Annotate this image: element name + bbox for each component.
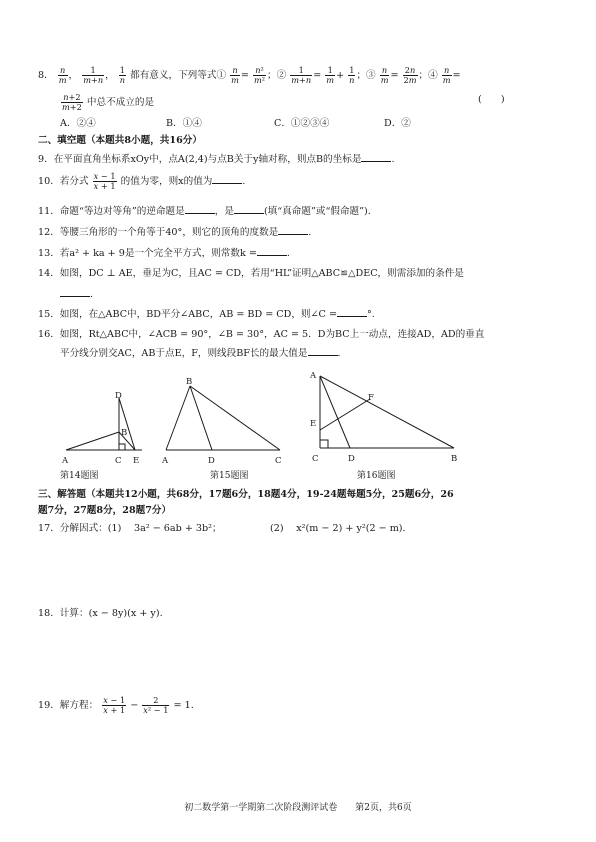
question-14-line1: 14．如图，DC ⊥ AE，垂足为C，且AC = CD，若用“HL”证明△ABC≌△DEC，则需添加的条件是 [38,268,464,279]
question-18: 18．计算：(x − 8y)(x + y). [38,608,163,619]
caption-figure-14: 第14题图 [60,471,99,481]
question-13: 13．若a² + ka + 9是一个完全平方式，则常数k = . [38,245,290,261]
label-a: A [310,371,317,381]
question-17-part2: (2) x²(m − 2) + y²(2 − m). [270,523,406,534]
label-c: C [115,456,122,466]
figure-15 [156,372,286,468]
answer-blank [234,203,264,214]
question-19: 19．解方程： $\frac{x - 1}{x + 1}$ − $\frac{2}{\text{x² − 1}}$ = 1. [38,695,194,715]
figure-16 [306,366,470,468]
label-e: E [310,419,317,429]
label-b: B [186,377,193,387]
label-b: B [451,454,458,464]
answer-blank [212,173,242,184]
answer-paren: ( ) [478,94,505,105]
label-d: D [115,391,122,401]
label-f: F [368,393,374,403]
option-c: C．①②③④ [274,118,330,129]
question-8-line1: 8． $\frac{n}{m}$ ， $\frac{1}{m+n}$ ， $\frac{1}{n}$ 都有意义，下列等式① $\frac{n}{m}$ = $\frac{\text{n²}}{\text{m²}}$ ；② $\frac{1}{m+n}$ = $\frac{1}{m}$ + $\frac{1}{n}$ ；③ $\frac{n}{m}$ = $\frac{2n}{2m}$ ；④ $\frac{n}{m}$ = [38,65,461,85]
caption-figure-16: 第16题图 [357,471,396,481]
option-b: B．①④ [166,118,202,129]
question-9: 9．在平面直角坐标系xOy中，点A(2,4)与点B关于y轴对称，则点B的坐标是 . [38,151,395,167]
answer-blank [257,245,287,256]
question-14-line2: . [60,286,93,302]
answer-blank [361,151,391,162]
section-3-heading-line2: 题7分，27题8分，28题7分） [38,505,172,516]
section-2-heading: 二、填空题（本题共8小题，共16分） [38,135,202,146]
figure-14 [58,388,150,468]
option-a: A．②④ [60,118,96,129]
question-17-part1: 17．分解因式：(1) 3a² − 6ab + 3b²； [38,523,222,534]
label-a: A [162,456,169,466]
question-11: 11．命题“等边对等角”的逆命题是 ，是 (填“真命题”或“假命题”). [38,203,371,219]
answer-blank [337,306,367,317]
label-e: E [133,456,140,466]
answer-blank [278,224,308,235]
section-3-heading-line1: 三、解答题（本题共12小题，共68分，17题6分，18题4分，19-24题每题5分，25题6分，26 [38,489,454,500]
option-d: D．② [384,118,411,129]
label-c: C [312,454,319,464]
label-b: B [121,428,128,438]
question-10: 10．若分式 $\frac{x - 1}{x + 1}$ 的值为零，则x的值为 . [38,171,246,191]
label-d: D [348,454,355,464]
answer-blank [60,286,90,297]
page-footer: 初二数学第一学期第二次阶段测评试卷 第2页，共6页 [184,803,412,813]
answer-blank [185,203,215,214]
question-15: 15．如图，在△ABC中，BD平分∠ABC，AB = BD = CD，则∠C = °. [38,306,375,322]
label-c: C [275,456,282,466]
question-8-line2: $\frac{n+2}{m+2}$ 中总不成立的是 ( ) [62,92,505,112]
caption-figure-15: 第15题图 [210,471,249,481]
question-12: 12．等腰三角形的一个角等于40°，则它的顶角的度数是 . [38,224,311,240]
answer-blank [308,345,338,356]
question-16-line1: 16．如图，Rt△ABC中，∠ACB = 90°，∠B = 30°，AC = 5．D为BC上一动点，连接AD，AD的垂直 [38,329,485,340]
label-a: A [62,456,69,466]
label-d: D [208,456,215,466]
question-16-line2: 平分线分别交AC，AB于点E，F，则线段BF长的最大值是 . [60,345,341,361]
